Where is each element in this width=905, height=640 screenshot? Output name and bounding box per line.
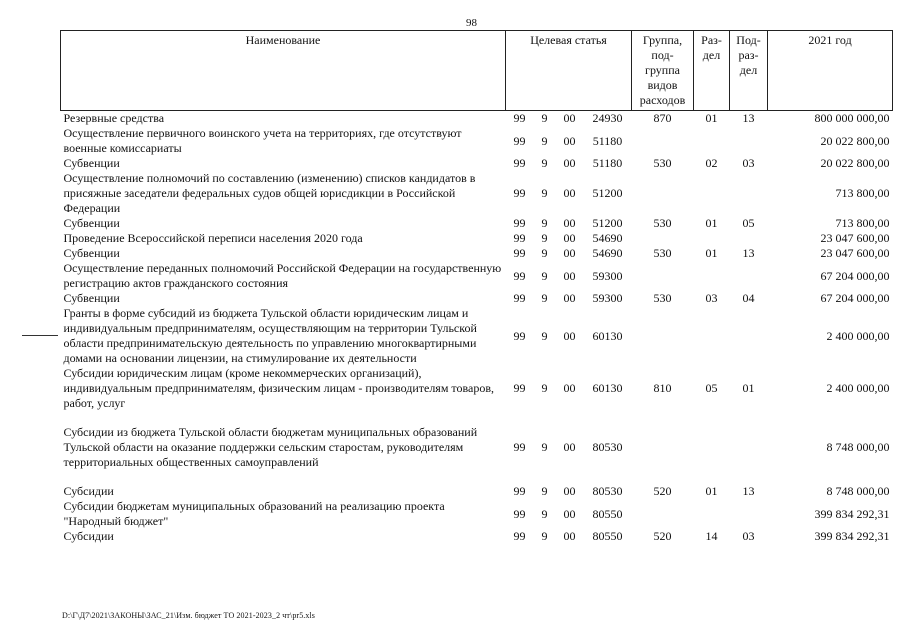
- code-a: 99: [513, 529, 526, 543]
- code-c: 00: [563, 506, 576, 521]
- code-c: 00: [563, 111, 576, 125]
- group-code: [632, 126, 694, 156]
- table-row: [61, 484, 893, 499]
- code-d: 80530: [592, 440, 623, 454]
- group-code: 870: [653, 111, 672, 125]
- code-a: 99: [513, 381, 526, 395]
- subsection-code: 13: [742, 246, 755, 260]
- code-b: 9: [541, 133, 548, 148]
- col-name-header: Наименование: [61, 31, 506, 111]
- code-b: 9: [541, 246, 548, 260]
- section-code: [694, 499, 730, 529]
- header-row: [61, 31, 893, 111]
- code-a: 99: [513, 484, 526, 498]
- row-name: Проведение Всероссийской переписи населения 2020 года: [63, 231, 363, 245]
- code-a: 99: [513, 216, 526, 230]
- page-number: 98: [466, 17, 477, 29]
- code-a: 99: [513, 111, 526, 125]
- code-d: 54690: [592, 246, 623, 260]
- row-spacer: [61, 411, 893, 425]
- table-row: [61, 529, 893, 544]
- amount: 713 800,00: [835, 216, 890, 230]
- group-code: [632, 425, 694, 470]
- subsection-code: 03: [742, 156, 755, 170]
- col-subsection-header: Под- раз- дел: [730, 31, 768, 111]
- col-group-header: Группа, под- группа видов расходов: [632, 31, 694, 111]
- code-a: 99: [513, 156, 526, 170]
- code-a: 99: [513, 186, 526, 200]
- col-year-header: 2021 год: [768, 31, 893, 111]
- section-code: [694, 126, 730, 156]
- subsection-code: 05: [742, 216, 755, 230]
- code-b: 9: [541, 268, 548, 283]
- row-name: Осуществление полномочий по составлению (изменению) списков кандидатов в присяжные заседатели федеральных судов общей юрисдикции в Российской Федерации: [63, 171, 476, 215]
- section-code: 01: [705, 484, 718, 498]
- code-c: 00: [563, 246, 576, 260]
- code-d: 59300: [592, 268, 623, 283]
- row-name: Субвенции: [63, 246, 120, 260]
- group-code: [632, 499, 694, 529]
- code-b: 9: [541, 291, 548, 305]
- amount: 67 204 000,00: [820, 291, 890, 305]
- row-name: Осуществление первичного воинского учета на территориях, где отсутствуют военные комиссариаты: [63, 126, 462, 155]
- table-row: [61, 425, 893, 470]
- row-name: Резервные средства: [63, 111, 165, 125]
- subsection-code: [730, 126, 768, 156]
- code-c: 00: [563, 133, 576, 148]
- table-row: [61, 261, 893, 291]
- group-code: 520: [653, 529, 672, 543]
- code-c: 00: [563, 529, 576, 543]
- section-code: 05: [705, 381, 718, 395]
- table-row: [61, 216, 893, 231]
- amount: 23 047 600,00: [820, 231, 890, 245]
- code-d: 51200: [592, 186, 623, 200]
- amount: 399 834 292,31: [814, 529, 890, 543]
- code-b: 9: [541, 328, 548, 343]
- section-code: 02: [705, 156, 718, 170]
- amount: 8 748 000,00: [826, 440, 890, 454]
- section-code: 01: [705, 111, 718, 125]
- code-a: 99: [513, 246, 526, 260]
- amount: 67 204 000,00: [820, 268, 890, 283]
- code-a: 99: [513, 440, 526, 454]
- group-code: 810: [653, 381, 672, 395]
- row-name: Субсидии юридическим лицам (кроме некоммерческих организаций), индивидуальным предпринимателям, физическим лицам - производителям товаров, работ, услуг: [63, 366, 495, 410]
- row-name: Субсидии: [63, 529, 114, 543]
- group-code: [632, 171, 694, 216]
- subsection-code: 13: [742, 484, 755, 498]
- group-code: [632, 306, 694, 366]
- code-c: 00: [563, 328, 576, 343]
- code-a: 99: [513, 231, 526, 245]
- code-c: 00: [563, 381, 576, 395]
- row-name: Субсидии бюджетам муниципальных образований на реализацию проекта "Народный бюджет": [63, 499, 445, 528]
- subsection-code: [730, 425, 768, 470]
- section-code: [694, 306, 730, 366]
- row-name: Осуществление переданных полномочий Российской Федерации на государственную регистрацию актов гражданского состояния: [63, 261, 502, 290]
- code-d: 51180: [592, 156, 623, 170]
- table-body: [61, 111, 893, 545]
- table-row: [61, 171, 893, 216]
- code-b: 9: [541, 111, 548, 125]
- code-d: 60130: [592, 381, 623, 395]
- amount: 8 748 000,00: [826, 484, 890, 498]
- code-a: 99: [513, 133, 526, 148]
- amount: 20 022 800,00: [820, 156, 890, 170]
- code-d: 51180: [592, 133, 623, 148]
- row-name: Субсидии: [63, 484, 114, 498]
- amount: 713 800,00: [835, 186, 890, 200]
- table-row: [61, 111, 893, 127]
- section-code: 01: [705, 246, 718, 260]
- group-code: 530: [653, 291, 672, 305]
- table-row: [61, 246, 893, 261]
- code-a: 99: [513, 291, 526, 305]
- table-row: [61, 126, 893, 156]
- code-b: 9: [541, 186, 548, 200]
- code-b: 9: [541, 216, 548, 230]
- code-c: 00: [563, 291, 576, 305]
- code-b: 9: [541, 440, 548, 454]
- row-name: Субвенции: [63, 156, 120, 170]
- code-d: 80550: [592, 529, 623, 543]
- col-section-header: Раз- дел: [694, 31, 730, 111]
- section-code: 01: [705, 216, 718, 230]
- table-row: [61, 156, 893, 171]
- row-name: Субсидии из бюджета Тульской области бюджетам муниципальных образований Тульской области на оказание поддержки сельским старостам, руководителям территориальных общественных самоуправлений: [63, 425, 478, 469]
- group-code: 530: [653, 156, 672, 170]
- group-code: [632, 231, 694, 246]
- col-target-header: Целевая статья: [506, 31, 632, 111]
- code-c: 00: [563, 231, 576, 245]
- group-code: 530: [653, 246, 672, 260]
- row-name: Гранты в форме субсидий из бюджета Тульской области юридическим лицам и индивидуальным предпринимателям, осуществляющим на территории Тульской области предпринимательскую деятельность по управлению многоквартирными домами на основании лицензии, на стимулирование их деятельности: [63, 306, 477, 365]
- table-row: [61, 231, 893, 246]
- code-d: 51200: [592, 216, 623, 230]
- row-name: Субвенции: [63, 291, 120, 305]
- code-d: 54690: [592, 231, 623, 245]
- code-c: 00: [563, 156, 576, 170]
- amount: 20 022 800,00: [820, 133, 890, 148]
- section-code: [694, 231, 730, 246]
- code-b: 9: [541, 231, 548, 245]
- code-b: 9: [541, 529, 548, 543]
- budget-table: [60, 30, 893, 544]
- subsection-code: 13: [742, 111, 755, 125]
- code-b: 9: [541, 506, 548, 521]
- code-c: 00: [563, 440, 576, 454]
- subsection-code: 04: [742, 291, 755, 305]
- code-c: 00: [563, 268, 576, 283]
- table-row: [61, 366, 893, 411]
- subsection-code: [730, 171, 768, 216]
- section-code: [694, 261, 730, 291]
- group-code: 520: [653, 484, 672, 498]
- code-d: 59300: [592, 291, 623, 305]
- code-d: 80550: [592, 506, 623, 521]
- subsection-code: 03: [742, 529, 755, 543]
- code-d: 80530: [592, 484, 623, 498]
- margin-mark: [22, 335, 58, 336]
- code-c: 00: [563, 484, 576, 498]
- amount: 23 047 600,00: [820, 246, 890, 260]
- row-spacer: [61, 470, 893, 484]
- code-b: 9: [541, 156, 548, 170]
- amount: 399 834 292,31: [814, 506, 890, 521]
- amount: 2 400 000,00: [826, 381, 890, 395]
- code-a: 99: [513, 328, 526, 343]
- subsection-code: 01: [742, 381, 755, 395]
- section-code: [694, 425, 730, 470]
- code-a: 99: [513, 268, 526, 283]
- code-c: 00: [563, 186, 576, 200]
- subsection-code: [730, 499, 768, 529]
- table-row: [61, 499, 893, 529]
- group-code: 530: [653, 216, 672, 230]
- amount: 2 400 000,00: [826, 328, 890, 343]
- table-row: [61, 306, 893, 366]
- section-code: 03: [705, 291, 718, 305]
- code-b: 9: [541, 381, 548, 395]
- code-d: 60130: [592, 328, 623, 343]
- subsection-code: [730, 231, 768, 246]
- section-code: 14: [705, 529, 718, 543]
- code-d: 24930: [592, 111, 623, 125]
- amount: 800 000 000,00: [814, 111, 890, 125]
- table-row: [61, 291, 893, 306]
- file-path-footer: D:\Г\Д7\2021\ЗАКОНЫ\ЗАС_21\Изм. бюджет ТО 2021-2023_2 чт\pr5.xls: [62, 611, 316, 620]
- code-a: 99: [513, 506, 526, 521]
- subsection-code: [730, 261, 768, 291]
- code-c: 00: [563, 216, 576, 230]
- code-b: 9: [541, 484, 548, 498]
- group-code: [632, 261, 694, 291]
- subsection-code: [730, 306, 768, 366]
- row-name: Субвенции: [63, 216, 120, 230]
- section-code: [694, 171, 730, 216]
